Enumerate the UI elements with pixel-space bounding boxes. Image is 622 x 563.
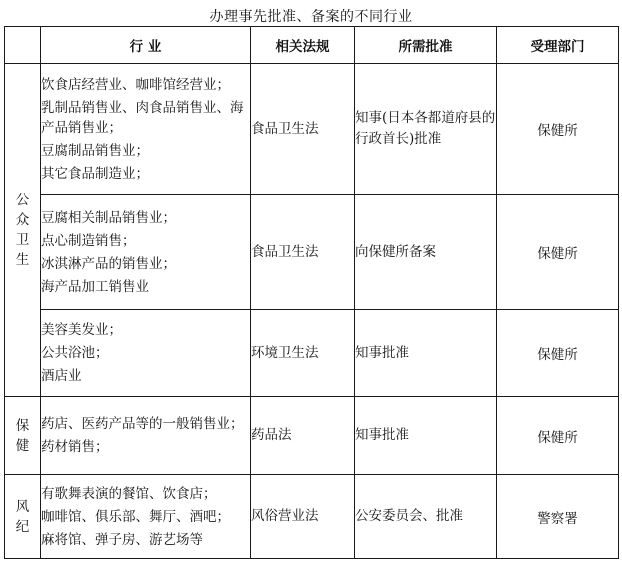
dept-cell: 保健所 (497, 397, 619, 475)
industry-item: 乳制品销售业、肉食品销售业、海产品销售业； (41, 99, 244, 136)
industry-item: 麻将馆、弹子房、游艺场等 (41, 531, 203, 548)
industry-item: 豆腐相关制品销售业； (41, 209, 176, 226)
law-cell: 环境卫生法 (251, 310, 355, 397)
dept-cell: 保健所 (497, 195, 619, 310)
header-dept: 受理部门 (497, 27, 619, 64)
law-cell: 风俗营业法 (251, 475, 355, 559)
table-row (5, 195, 619, 310)
industry-item: 冰淇淋产品的销售业； (41, 255, 176, 272)
industry-item: 酒店业 (41, 368, 82, 384)
dept-cell: 保健所 (497, 310, 619, 397)
category-morals: 风 纪 (5, 475, 41, 559)
header-law: 相关法规 (251, 27, 355, 64)
industry-item: 豆腐制品销售业； (41, 142, 149, 159)
approval-cell: 公安委员会、批准 (355, 475, 497, 559)
industry-item: 药店、医药产品等的一般销售业； (41, 416, 244, 432)
approval-cell: 知事批准 (355, 397, 497, 475)
law-cell: 药品法 (251, 397, 355, 475)
industry-item: 美容美发业； (41, 322, 122, 338)
industry-item: 咖啡馆、俱乐部、舞厅、酒吧； (41, 508, 230, 525)
industry-item: 点心制造销售； (41, 232, 136, 249)
industry-item: 其它食品制造业； (41, 165, 149, 182)
header-row (5, 27, 619, 64)
industry-item: 饮食店经营业、咖啡馆经营业； (41, 76, 230, 93)
table-row (5, 397, 619, 475)
category-health-care: 保 健 (5, 397, 41, 475)
approval-cell: 向保健所备案 (355, 195, 497, 310)
approval-cell: 知事批准 (355, 310, 497, 397)
industry-cell (41, 397, 251, 475)
approval-cell: 知事(日本各都道府县的行政首长)批准 (355, 64, 497, 195)
table-row (5, 310, 619, 397)
industry-item: 公共浴池； (41, 345, 109, 361)
dept-cell: 保健所 (497, 64, 619, 195)
law-cell: 食品卫生法 (251, 195, 355, 310)
law-cell: 食品卫生法 (251, 64, 355, 195)
industry-cell (41, 310, 251, 397)
header-approval: 所需批准 (355, 27, 497, 64)
industry-cell (41, 195, 251, 310)
table-row (5, 475, 619, 559)
industry-item: 海产品加工销售业 (41, 278, 149, 295)
category-public-health: 公 众 卫 生 (5, 64, 41, 397)
industry-item: 药材销售； (41, 439, 109, 455)
dept-cell: 警察署 (497, 475, 619, 559)
table-row (5, 64, 619, 195)
industry-cell (41, 475, 251, 559)
table-caption: 办理事先批准、备案的不同行业 (209, 9, 413, 25)
industry-table (4, 26, 619, 559)
header-industry: 行 业 (41, 27, 251, 64)
header-category (5, 27, 41, 64)
industry-item: 有歌舞表演的餐馆、饮食店； (41, 485, 217, 502)
industry-cell (41, 64, 251, 195)
